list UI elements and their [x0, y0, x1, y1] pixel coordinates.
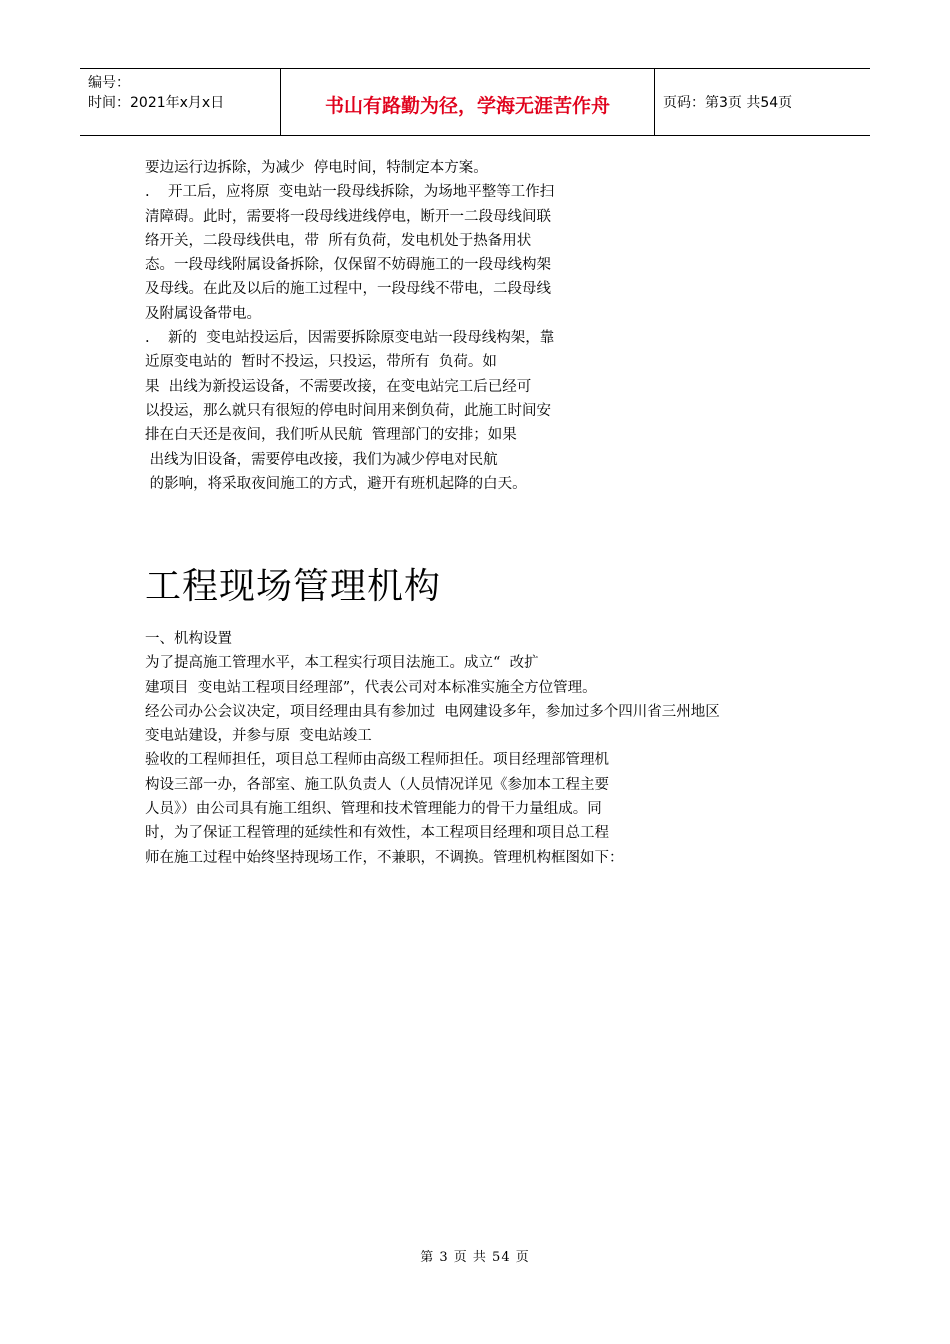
text-line: 态。一段母线附属设备拆除，仅保留不妨碍施工的一段母线构架 [145, 257, 551, 274]
section-heading: 工程现场管理机构 [145, 566, 442, 607]
text-line: 一、机构设置 [145, 631, 232, 647]
text-line: 络开关，二段母线供电，带 所有负荷，发电机处于热备用状 [145, 232, 532, 249]
text-line: 时，为了保证工程管理的延续性和有效性，本工程项目经理和项目总工程 [145, 825, 609, 842]
header-motto-cell [280, 69, 655, 135]
text-line: 果 出线为新投运设备，不需要改接，在变电站完工后已经可 [145, 378, 532, 395]
text-line: . 新的 变电站投运后，因需要拆除原变电站一段母线构架，靠 [145, 330, 555, 347]
header-motto: 书山有路勤为径，学海无涯苦作舟 [324, 94, 610, 117]
text-line: 近原变电站的 暂时不投运，只投运，带所有 负荷。如 [145, 354, 497, 371]
text-line: 及母线。在此及以后的施工过程中，一段母线不带电，二段母线 [145, 281, 551, 298]
text-line: 清障碍。此时，需要将一段母线进线停电，断开一二段母线间联 [145, 208, 551, 225]
text-line: 建项目 变电站工程项目经理部”，代表公司对本标准实施全方位管理。 [145, 679, 597, 696]
text-line: 构设三部一办，各部室、施工队负责人（人员情况详见《参加本工程主要 [145, 776, 609, 793]
text-line: 要边运行边拆除，为减少 停电时间，特制定本方案。 [145, 160, 488, 176]
header-meta [80, 69, 280, 135]
text-line: 经公司办公会议决定，项目经理由具有参加过 电网建设多年，参加过多个四川省三州地区 [145, 703, 720, 720]
text-line: 排在白天还是夜间，我们听从民航 管理部门的安排；如果 [145, 427, 517, 444]
text-line: 验收的工程师担任，项目总工程师由高级工程师担任。项目经理部管理机 [145, 752, 609, 769]
doc-number-label: 编号： [88, 75, 130, 91]
text-line: 变电站建设，并参与原 变电站竣工 [145, 728, 372, 745]
text-line: 以投运，那么就只有很短的停电时间用来倒负荷，此施工时间安 [145, 402, 551, 419]
body-text-top [145, 156, 825, 496]
doc-time-label: 时间：2021年x月x日 [88, 95, 225, 111]
header-page-cell [655, 69, 870, 135]
text-line: 为了提高施工管理水平，本工程实行项目法施工。成立“ 改扩 [145, 655, 539, 672]
page-header [80, 68, 870, 136]
text-line: 师在施工过程中始终坚持现场工作，不兼职，不调换。管理机构框图如下： [145, 849, 624, 866]
text-line: 人员》）由公司具有施工组织、管理和技术管理能力的骨干力量组成。同 [145, 801, 602, 818]
page-footer: 第 3 页 共 54 页 [420, 1250, 530, 1265]
text-line: . 开工后，应将原 变电站一段母线拆除，为场地平整等工作扫 [145, 184, 555, 201]
text-line: 的影响，将采取夜间施工的方式，避开有班机起降的白天。 [145, 475, 527, 492]
text-line: 及附属设备带电。 [145, 305, 261, 322]
header-page-info: 页码：第3页 共54页 [663, 95, 793, 111]
body-text-bottom [145, 627, 825, 870]
text-line: 出线为旧设备，需要停电改接，我们为减少停电对民航 [145, 451, 498, 468]
